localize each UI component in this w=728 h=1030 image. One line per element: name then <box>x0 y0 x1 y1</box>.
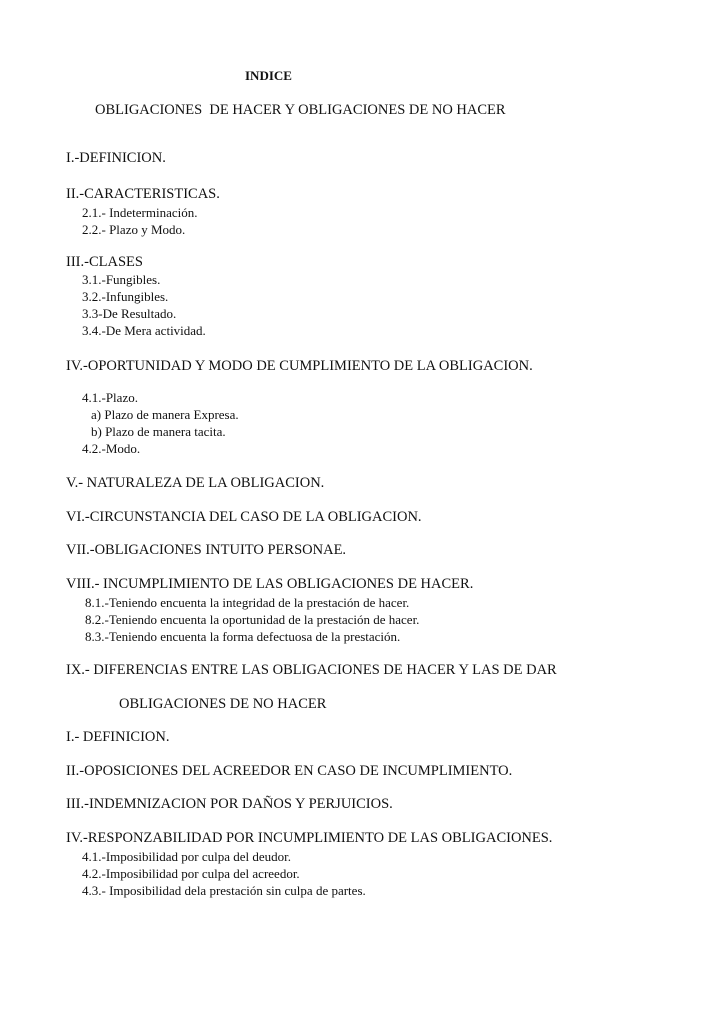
section-naturaleza: V.- NATURALEZA DE LA OBLIGACION. <box>66 475 325 491</box>
section-circunstancia: VI.-CIRCUNSTANCIA DEL CASO DE LA OBLIGACION. <box>66 509 422 525</box>
section-responsabilidad: IV.-RESPONZABILIDAD POR INCUMPLIMIENTO DE LAS OBLIGACIONES. <box>66 830 553 846</box>
section-diferencias: IX.- DIFERENCIAS ENTRE LAS OBLIGACIONES DE HACER Y LAS DE DAR <box>66 662 557 678</box>
list-item: 8.3.-Teniendo encuenta la forma defectuosa de la prestación. <box>85 629 401 644</box>
list-item: 3.4.-De Mera actividad. <box>82 323 206 338</box>
list-item: 3.2.-Infungibles. <box>82 289 169 304</box>
list-item: 8.1.-Teniendo encuenta la integridad de la prestación de hacer. <box>85 595 410 610</box>
main-heading: OBLIGACIONES DE HACER Y OBLIGACIONES DE NO HACER <box>95 102 506 118</box>
section-oportunidad: IV.-OPORTUNIDAD Y MODO DE CUMPLIMIENTO DE LA OBLIGACION. <box>66 358 533 374</box>
section-intuito-personae: VII.-OBLIGACIONES INTUITO PERSONAE. <box>66 542 347 558</box>
section-oposiciones: II.-OPOSICIONES DEL ACREEDOR EN CASO DE INCUMPLIMIENTO. <box>66 763 513 779</box>
section-definicion: I.-DEFINICION. <box>66 150 166 166</box>
section-caracteristicas: II.-CARACTERISTICAS. <box>66 186 220 202</box>
section-incumplimiento: VIII.- INCUMPLIMIENTO DE LAS OBLIGACIONES DE HACER. <box>66 576 474 592</box>
secondary-heading: OBLIGACIONES DE NO HACER <box>119 696 327 712</box>
list-item: 4.1.-Plazo. <box>82 390 138 405</box>
list-item: 2.1.- Indeterminación. <box>82 205 198 220</box>
list-item: 4.2.-Modo. <box>82 441 141 456</box>
list-item: 4.2.-Imposibilidad por culpa del acreedor. <box>82 866 300 881</box>
index-title: INDICE <box>245 68 292 83</box>
list-item: a) Plazo de manera Expresa. <box>91 407 239 422</box>
list-item: b) Plazo de manera tacita. <box>91 424 226 439</box>
list-item: 4.3.- Imposibilidad dela prestación sin culpa de partes. <box>82 883 366 898</box>
section-clases: III.-CLASES <box>66 254 143 270</box>
list-item: 8.2.-Teniendo encuenta la oportunidad de la prestación de hacer. <box>85 612 420 627</box>
list-item: 3.1.-Fungibles. <box>82 272 161 287</box>
list-item: 3.3-De Resultado. <box>82 306 177 321</box>
list-item: 4.1.-Imposibilidad por culpa del deudor. <box>82 849 292 864</box>
section-definicion-no-hacer: I.- DEFINICION. <box>66 729 170 745</box>
section-indemnizacion: III.-INDEMNIZACION POR DAÑOS Y PERJUICIOS. <box>66 796 393 812</box>
list-item: 2.2.- Plazo y Modo. <box>82 222 186 237</box>
